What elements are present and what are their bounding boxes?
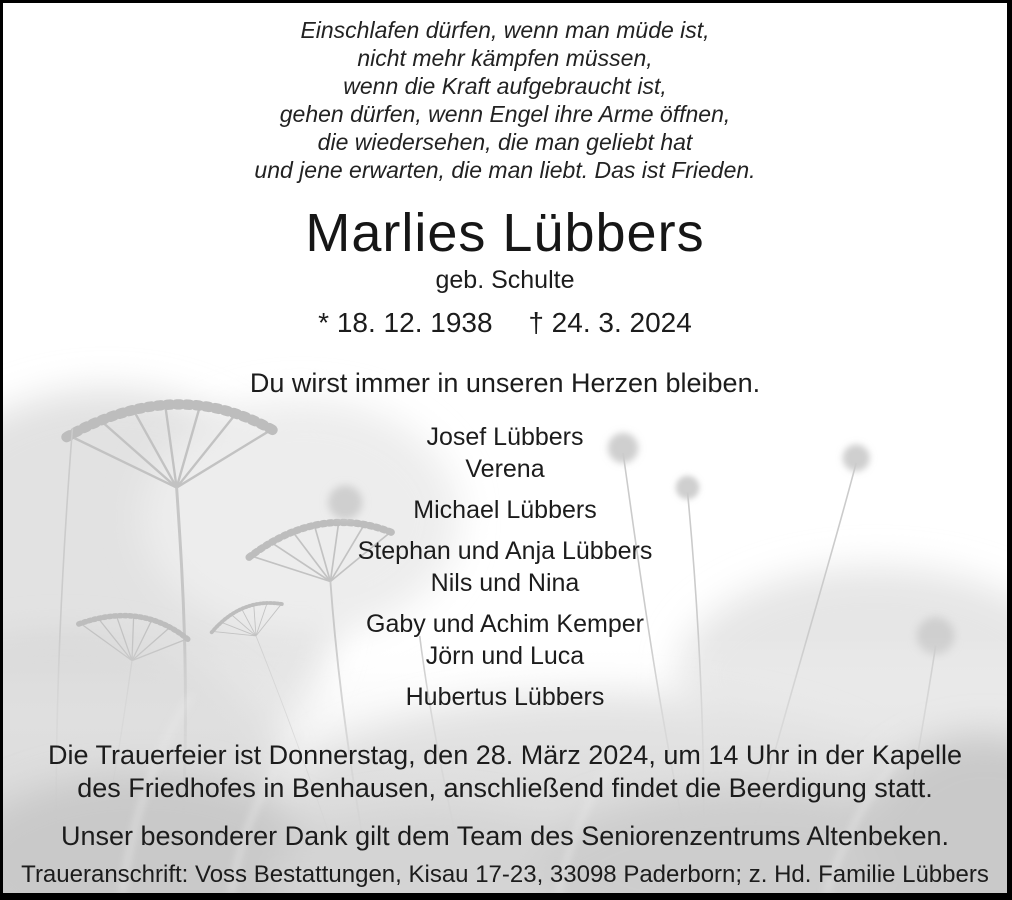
mourner-group: [3, 421, 1007, 485]
poem-line: nicht mehr kämpfen müssen,: [357, 45, 653, 71]
mourning-address: Traueranschrift: Voss Bestattungen, Kisau 17-23, 33098 Paderborn; z. Hd. Familie Lübbers: [21, 861, 989, 888]
poem-line: wenn die Kraft aufgebraucht ist,: [343, 73, 667, 99]
birth-date: * 18. 12. 1938: [318, 307, 493, 338]
death-date: † 24. 3. 2024: [528, 307, 692, 338]
mourner-line: Gaby und Achim Kemper: [366, 610, 644, 638]
deceased-name: Marlies Lübbers: [305, 203, 705, 263]
funeral-info-line: des Friedhofes in Benhausen, anschließend findet die Beerdigung statt.: [77, 773, 933, 803]
mourner-group: [3, 681, 1007, 713]
notice-content: [3, 16, 1007, 889]
maiden-name: geb. Schulte: [435, 266, 575, 294]
poem-line: gehen dürfen, wenn Engel ihre Arme öffnen,: [279, 101, 731, 127]
mourner-line: Verena: [465, 455, 545, 483]
mourner-line: Hubertus Lübbers: [405, 683, 605, 711]
mourner-line: Michael Lübbers: [413, 496, 597, 524]
mourner-line: Nils und Nina: [430, 569, 580, 597]
mourner-line: Josef Lübbers: [426, 423, 584, 451]
mourners-list: [3, 421, 1007, 713]
farewell-line: Du wirst immer in unseren Herzen bleiben.: [249, 368, 761, 398]
poem: [3, 16, 1007, 184]
life-dates: [3, 307, 1007, 339]
thanks-line: Unser besonderer Dank gilt dem Team des Seniorenzentrums Altenbeken.: [61, 821, 949, 851]
funeral-info-line: Die Trauerfeier ist Donnerstag, den 28. März 2024, um 14 Uhr in der Kapelle: [48, 740, 962, 770]
mourner-group: [3, 608, 1007, 672]
mourner-group: [3, 494, 1007, 526]
poem-line: die wiedersehen, die man geliebt hat: [317, 129, 693, 155]
poem-line: Einschlafen dürfen, wenn man müde ist,: [300, 17, 710, 43]
mourner-line: Jörn und Luca: [425, 642, 585, 670]
mourner-line: Stephan und Anja Lübbers: [357, 537, 653, 565]
funeral-info: [3, 739, 1007, 805]
mourner-group: [3, 535, 1007, 599]
poem-line: und jene erwarten, die man liebt. Das ist Frieden.: [254, 157, 756, 183]
